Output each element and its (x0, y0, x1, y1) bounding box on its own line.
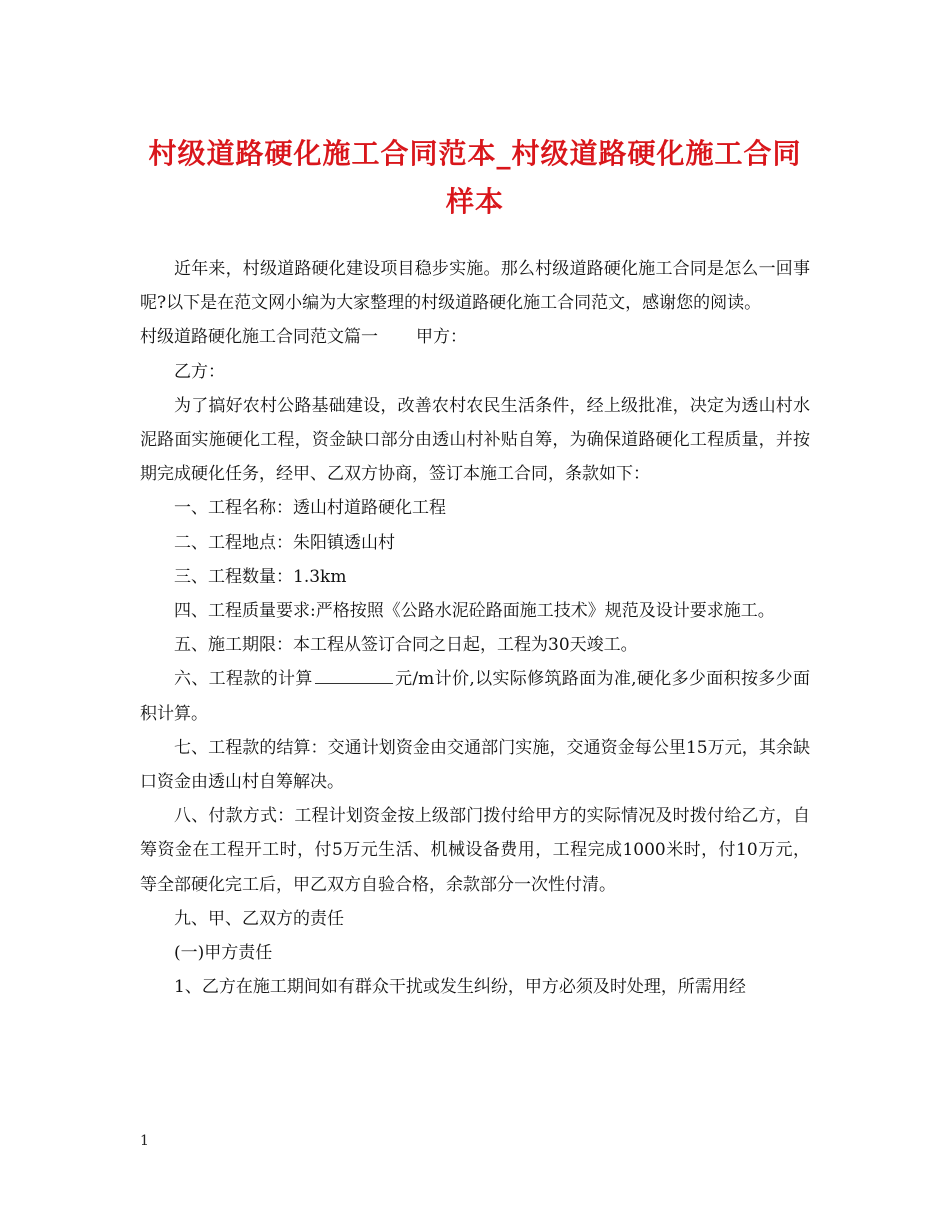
intro-paragraph: 近年来，村级道路硬化建设项目稳步实施。那么村级道路硬化施工合同是怎么一回事呢?以下是在范文网小编为大家整理的村级道路硬化施工合同范文，感谢您的阅读。 (140, 259, 810, 314)
clause-2: 二、工程地点：朱阳镇透山村 (174, 532, 395, 553)
clause-4: 四、工程质量要求:严格按照《公路水泥砼路面施工技术》规范及设计要求施工。 (174, 601, 775, 622)
price-blank-line (315, 666, 393, 684)
clause-9-sub-1: (一)甲方责任 (174, 943, 273, 964)
party-a-label: 甲方： (416, 327, 467, 348)
clause-9-item-1: 1、乙方在施工期间如有群众干扰或发生纠纷，甲方必须及时处理，所需用经 (174, 977, 746, 998)
clause-6 (140, 662, 810, 730)
document-title: 村级道路硬化施工合同范本_村级道路硬化施工合同样本 (148, 137, 802, 218)
clause-6-before: 六、工程款的计算 (174, 669, 313, 690)
clause-3: 三、工程数量：1.3km (174, 566, 347, 587)
preamble-paragraph: 为了搞好农村公路基础建设，改善农村农民生活条件，经上级批准，决定为透山村水泥路面实施硬化工程，资金缺口部分由透山村补贴自筹，为确保道路硬化工程质量，并按期完成硬化任务，经甲、乙双方协商，签订本施工合同，条款如下： (140, 395, 810, 485)
contract-heading (140, 320, 810, 354)
clause-8: 八、付款方式：工程计划资金按上级部门拨付给甲方的实际情况及时拨付给乙方，自筹资金在工程开工时，付5万元生活、机械设备费用，工程完成1000米时，付10万元，等全部硬化完工后，甲乙双方自验合格，余款部分一次性付清。 (140, 806, 810, 895)
clause-9: 九、甲、乙双方的责任 (174, 908, 344, 929)
clause-5: 五、施工期限：本工程从签订合同之日起，工程为30天竣工。 (174, 635, 638, 656)
page-number: 1 (140, 1133, 149, 1149)
party-b-label: 乙方： (174, 361, 225, 382)
clause-1: 一、工程名称：透山村道路硬化工程 (174, 498, 446, 519)
clause-6-after: 元/m计价,以实际修筑路面为准,硬化多少面积按多少面积计算。 (140, 669, 810, 724)
document-body (140, 252, 810, 1004)
contract-heading-title: 村级道路硬化施工合同范文篇一 (140, 327, 378, 348)
clause-7: 七、工程款的结算：交通计划资金由交通部门实施，交通资金每公里15万元，其余缺口资金由透山村自筹解决。 (140, 737, 810, 793)
